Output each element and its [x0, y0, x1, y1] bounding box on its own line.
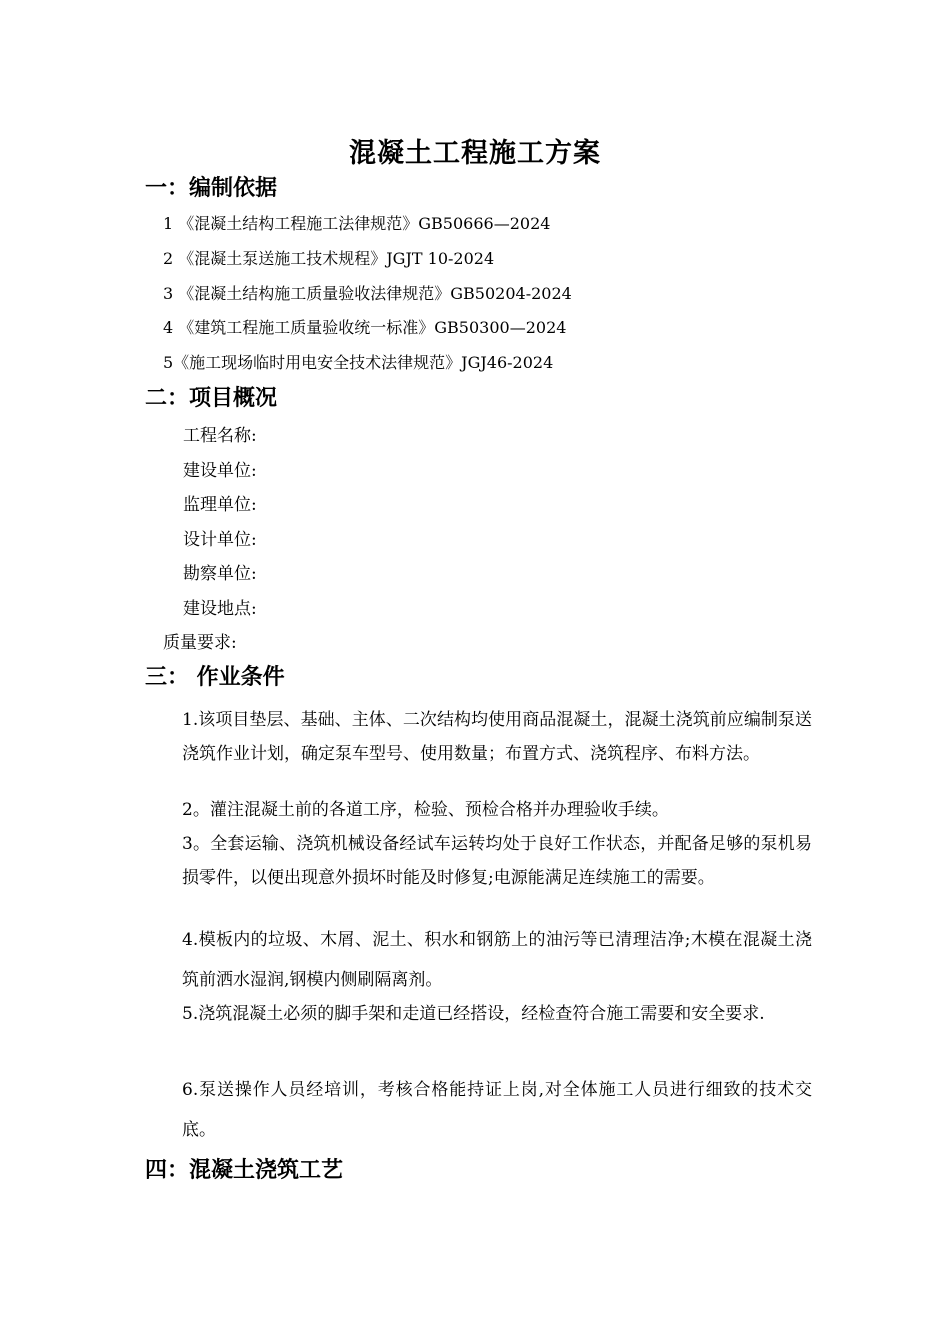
- section-heading-overview: 二：项目概况: [145, 386, 278, 411]
- field-construction-site: 建设地点:: [183, 599, 257, 619]
- reference-item: 2 《混凝土泵送施工技术规程》JGJT 10-2024: [163, 249, 495, 268]
- condition-paragraph: 6.泵送操作人员经培训，考核合格能持证上岗,对全体施工人员进行细致的技术交底。: [182, 1080, 812, 1140]
- field-construction-unit: 建设单位:: [183, 461, 257, 481]
- condition-paragraph: 5.浇筑混凝土必须的脚手架和走道已经搭设，经检查符合施工需要和安全要求.: [182, 1004, 765, 1024]
- field-survey-unit: 勘察单位:: [183, 564, 257, 584]
- condition-paragraph: 3。全套运输、浇筑机械设备经试车运转均处于良好工作状态，并配备足够的泵机易损零件，以便出现意外损坏时能及时修复;电源能满足连续施工的需要。: [182, 834, 812, 888]
- section-heading-conditions: 三： 作业条件: [145, 665, 285, 690]
- reference-item: 5《施工现场临时用电安全技术法律规范》JGJ46-2024: [163, 353, 554, 372]
- field-design-unit: 设计单位:: [183, 530, 257, 550]
- section-heading-pouring-process: 四：混凝土浇筑工艺: [145, 1158, 344, 1183]
- condition-paragraph: 4.模板内的垃圾、木屑、泥土、积水和钢筋上的油污等已清理洁净;木模在混凝土浇筑前洒水湿润,钢模内侧刷隔离剂。: [182, 930, 812, 990]
- section-heading-basis: 一：编制依据: [145, 176, 278, 201]
- condition-paragraph: 1.该项目垫层、基础、主体、二次结构均使用商品混凝土，混凝土浇筑前应编制泵送浇筑作业计划，确定泵车型号、使用数量；布置方式、浇筑程序、布料方法。: [182, 710, 812, 764]
- field-quality-requirement: 质量要求:: [163, 633, 237, 653]
- reference-item: 3 《混凝土结构施工质量验收法律规范》GB50204-2024: [163, 284, 572, 303]
- field-supervision-unit: 监理单位:: [183, 495, 257, 515]
- field-project-name: 工程名称:: [183, 426, 257, 446]
- reference-item: 4 《建筑工程施工质量验收统一标准》GB50300—2024: [163, 318, 567, 337]
- document-title: 混凝土工程施工方案: [349, 138, 601, 169]
- reference-item: 1 《混凝土结构工程施工法律规范》GB50666—2024: [163, 214, 551, 233]
- condition-paragraph: 2。灌注混凝土前的各道工序，检验、预检合格并办理验收手续。: [182, 800, 669, 820]
